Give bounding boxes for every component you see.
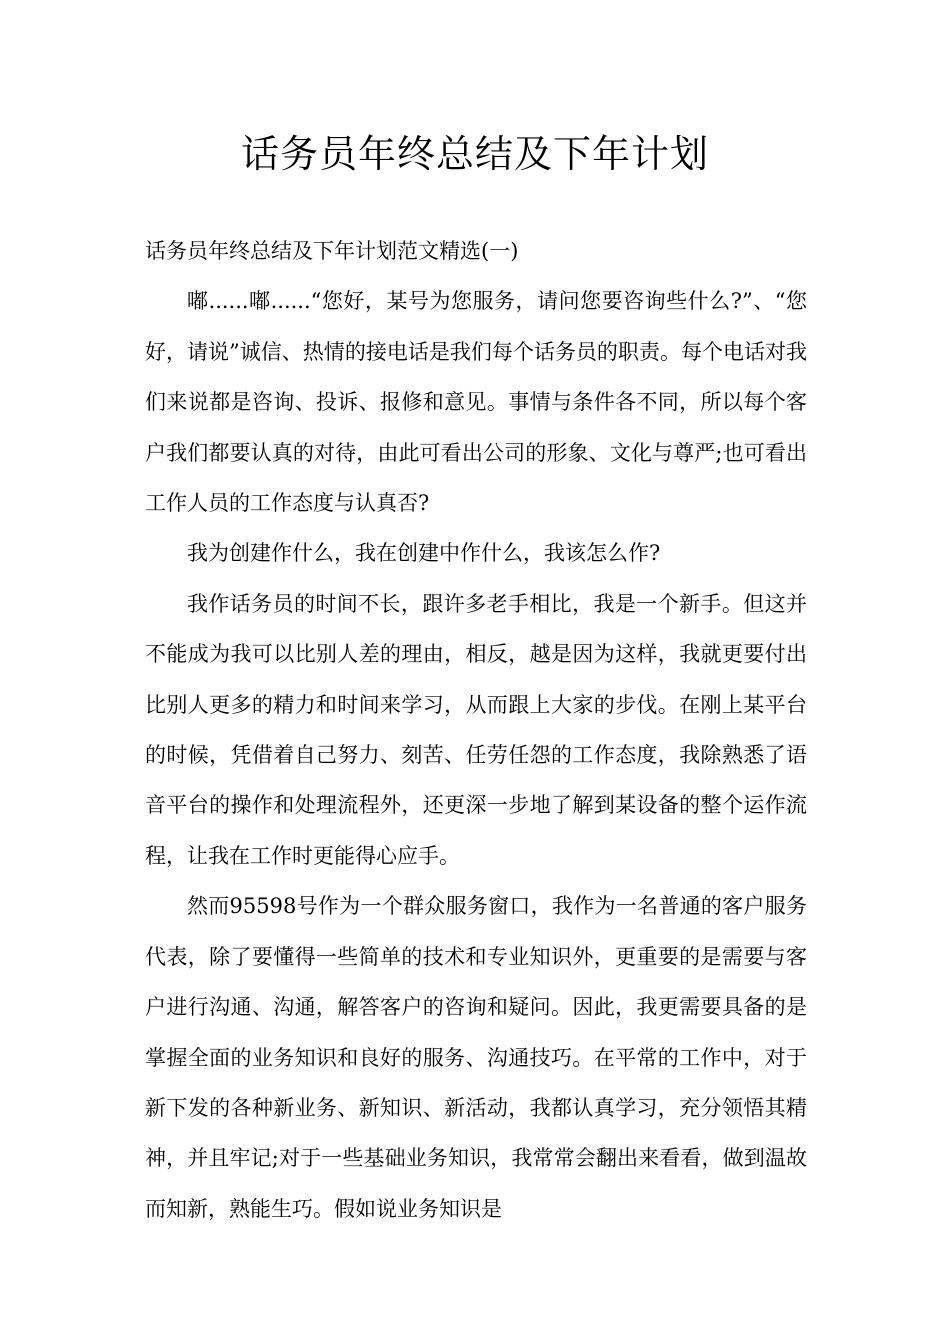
paragraph-3: 我作话务员的时间不长，跟许多老手相比，我是一个新手。但这并不能成为我可以比别人差的理由，相反，越是因为这样，我就更要付出比别人更多的精力和时间来学习，从而跟上大家的步伐。在刚上某平台的时候，凭借着自己努力、刻苦、任劳任怨的工作态度，我除熟悉了语音平台的操作和处理流程外，还更深一步地了解到某设备的整个运作流程，让我在工作时更能得心应手。 — [145, 591, 807, 868]
document-title: 话务员年终总结及下年计划 — [240, 132, 709, 176]
document-subtitle: 话务员年终总结及下年计划范文精选(一) — [145, 239, 519, 263]
paragraph-2: 我为创建作什么，我在创建中作什么，我该怎么作? — [187, 541, 661, 566]
document-body — [145, 226, 807, 1234]
paragraph-4: 然而95598号作为一个群众服务窗口，我作为一名普通的客户服务代表，除了要懂得一些简单的技术和专业知识外，更重要的是需要与客户进行沟通、沟通，解答客户的咨询和疑问。因此，我更需要具备的是掌握全面的业务知识和良好的服务、沟通技巧。在平常的工作中，对于新下发的各种新业务、新知识、新活动，我都认真学习，充分领悟其精神，并且牢记;对于一些基础业务知识，我常常会翻出来看看，做到温故而知新，熟能生巧。假如说业务知识是 — [145, 894, 807, 1221]
paragraph-1: 嘟......嘟......“您好，某号为您服务，请问您要咨询些什么?”、“您好，请说”诚信、热情的接电话是我们每个话务员的职责。每个电话对我们来说都是咨询、投诉、报修和意见。事情与条件各不同，所以每个客户我们都要认真的对待，由此可看出公司的形象、文化与尊严;也可看出工作人员的工作态度与认真否? — [145, 289, 807, 516]
